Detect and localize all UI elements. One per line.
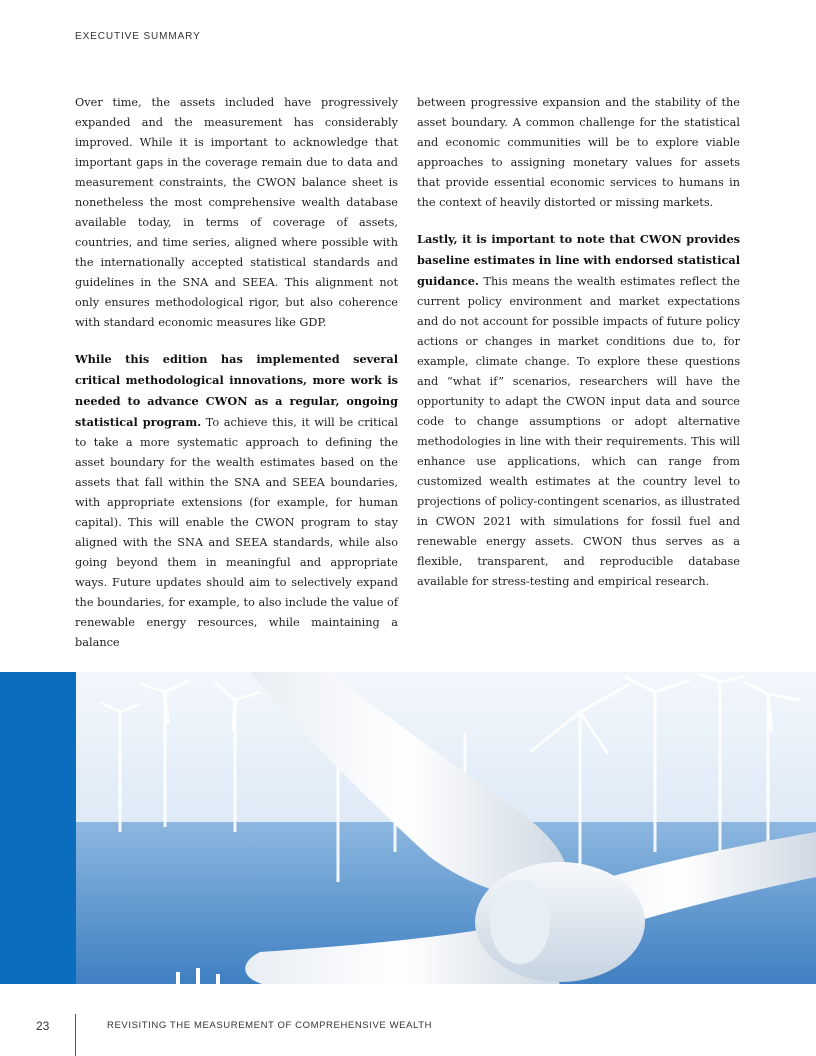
wind-turbine-photo — [0, 672, 816, 984]
right-paragraph-2 — [417, 229, 740, 592]
footer-divider — [75, 1014, 76, 1056]
left-paragraph-2-bold-lead: While this edition has implemented several critical methodological innovations, more work is needed to advance CWON as a regular, ongoing statistical program. — [75, 352, 398, 429]
accent-color-bar — [0, 672, 76, 984]
right-paragraph-2-bold-lead: Lastly, it is important to note that CWON provides baseline estimates in line with endorsed statistical guidance. — [417, 232, 740, 288]
right-paragraph-1: between progressive expansion and the stability of the asset boundary. A common challenge for the statistical and economic communities will be to explore viable approaches to assigning monetary values for assets that provide essential economic services to humans in the context of heavily distorted or missing markets. — [417, 96, 740, 209]
page-number: 23 — [36, 1019, 50, 1033]
publication-title: REVISITING THE MEASUREMENT OF COMPREHENSIVE WEALTH — [107, 1020, 433, 1031]
left-paragraph-2 — [75, 349, 398, 653]
left-paragraph-1: Over time, the assets included have progressively expanded and the measurement has considerably improved. While it is important to acknowledge that important gaps in the coverage remain due to data and measurement constraints, the CWON balance sheet is nonetheless the most comprehensive wealth database available today, in terms of coverage of assets, countries, and time series, aligned where possible with the internationally accepted statistical standards and guidelines in the SNA and SEEA. This alignment not only ensures methodological rigor, but also coherence with standard economic measures like GDP. — [75, 96, 398, 329]
left-paragraph-2-body: To achieve this, it will be critical to take a more systematic approach to defining the asset boundary for the wealth estimates based on the assets that fall within the SNA and SEEA boundaries, with appropriate extensions (for example, for human capital). This will enable the CWON program to stay aligned with the SNA and SEEA standards, while also going beyond them in meaningful and appropriate ways. Future updates should aim to selectively expand the boundaries, for example, to also include the value of renewable energy resources, while maintaining a balance — [75, 416, 398, 649]
section-header: EXECUTIVE SUMMARY — [75, 31, 201, 42]
right-paragraph-2-body: This means the wealth estimates reflect the current policy environment and market expectations and do not account for possible impacts of future policy actions or changes in market conditions due to, for example, climate change. To explore these questions and “what if” scenarios, researchers will have the opportunity to adapt the CWON input data and source code to change assumptions or adopt alternative methodologies in line with their requirements. This will enhance use applications, which can range from customized wealth estimates at the country level to projections of policy-contingent scenarios, as illustrated in CWON 2021 with simulations for fossil fuel and renewable energy assets. CWON thus serves as a flexible, transparent, and reproducible database available for stress-testing and empirical research. — [417, 275, 740, 588]
left-text-column — [75, 93, 398, 669]
right-text-column — [417, 93, 740, 608]
